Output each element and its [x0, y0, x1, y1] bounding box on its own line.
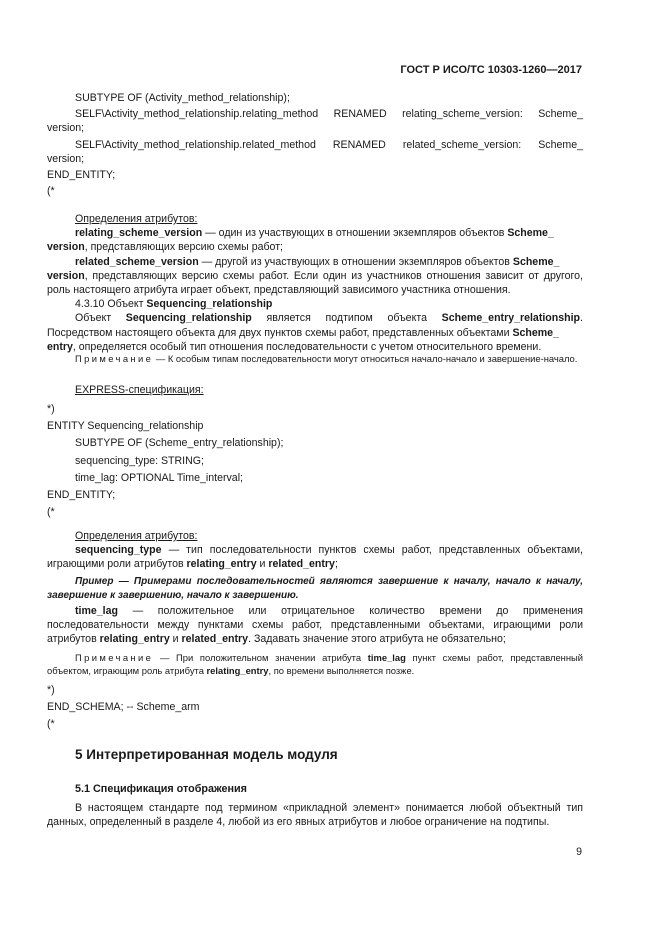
section-paragraph: Объект Sequencing_relationship является подтипом объекта Scheme_entry_relationship. Посредством настоящего объекта для двух пунктов схемы работ, представленных объектами Scheme_ entry, определяется особый тип отношения последовательности с учетом относительного времени.: [47, 312, 583, 353]
code-line: [47, 138, 583, 152]
code-token: related_scheme_version:: [402, 138, 522, 151]
code-block-2: [47, 402, 583, 519]
attr-definition: related_scheme_version — другой из участвующих в отношении экземпляров объектов Scheme_ version, представляющих версию схемы работ. Если один из участников отношения зависит от другого, роль настоящего атрибута играет объект, представляющий зависимого участника отношения.: [47, 255, 583, 297]
section-5-title: 5 Интерпретированная модель модуля: [75, 747, 338, 762]
code-token: RENAMED: [332, 138, 386, 151]
code-line: END_ENTITY;: [47, 489, 116, 502]
code-token: Scheme_: [538, 138, 583, 151]
code-line: version;: [47, 122, 85, 135]
code-token: RENAMED: [333, 108, 387, 121]
code-line: (*: [47, 506, 55, 519]
code-token: Scheme_: [538, 108, 583, 121]
attr-heading: Определения атрибутов:: [75, 530, 198, 542]
attr-heading: Определения атрибутов:: [75, 213, 198, 225]
code-token: SELF\Activity_method_relationship.related_method: [75, 138, 316, 151]
code-line: *): [47, 403, 55, 415]
document-header: ГОСТ Р ИСО/ТС 10303-1260—2017: [400, 64, 582, 76]
code-line: END_SCHEMA; -- Scheme_arm: [47, 701, 200, 714]
code-block-1: [47, 91, 583, 198]
code-line: version;: [47, 152, 85, 165]
section-5-1-title: 5.1 Спецификация отображения: [75, 783, 247, 795]
code-line: END_ENTITY;: [47, 169, 116, 182]
note-1: Примечание — К особым типам последовательности могут относиться начало-начало и завершение-начало.: [75, 353, 578, 364]
code-line: time_lag: OPTIONAL Time_interval;: [75, 471, 243, 484]
note-2: Примечание — При положительном значении атрибута time_lag пункт схемы работ, представленный объектом, играющим роль атрибута relating_entry, по времени выполняется позже.: [47, 652, 583, 676]
express-heading: EXPRESS-спецификация:: [75, 384, 204, 396]
page-number: 9: [576, 846, 582, 858]
code-line: (*: [47, 185, 55, 198]
code-line: SUBTYPE OF (Scheme_entry_relationship);: [75, 437, 284, 450]
code-line: sequencing_type: STRING;: [75, 454, 204, 467]
example-text: Пример — Примерами последовательностей являются завершение к началу, начало к началу, завершение к завершению, начало к завершению.: [47, 576, 583, 602]
code-line: SUBTYPE OF (Activity_method_relationship);: [75, 92, 290, 104]
attr-definition: sequencing_type — тип последовательности пунктов схемы работ, представленных объектами, играющими роли атрибутов relating_entry и related_entry;: [47, 544, 583, 571]
code-line: [47, 107, 583, 121]
attribute-definitions-2: [47, 529, 583, 572]
code-line: ENTITY Sequencing_relationship: [47, 420, 204, 433]
attribute-definitions-1: [47, 212, 583, 354]
section-5-1-paragraph: В настоящем стандарте под термином «прикладной элемент» понимается любой объектный тип данных, определенный в разделе 4, любой из его явных атрибутов и любое ограничение на подтипы.: [47, 802, 583, 829]
code-block-3: [47, 683, 583, 732]
code-line: *): [47, 684, 55, 696]
code-token: SELF\Activity_method_relationship.relating_method: [75, 108, 319, 121]
attr-definition: relating_scheme_version — один из участвующих в отношении экземпляров объектов Scheme_ version, представляющих версию схемы работ;: [47, 227, 554, 254]
code-line: (*: [47, 718, 55, 731]
code-token: relating_scheme_version:: [402, 108, 523, 121]
attr-definition-time-lag: time_lag — положительное или отрицательное количество времени до применения последовательности между пунктами схемы работ, представленными объектами, играющими роли атрибутов relating_entry и related_entry. Задавать значение этого атрибута не обязательно;: [47, 605, 583, 646]
section-heading-4-3-10: 4.3.10 Объект Sequencing_relationship: [75, 298, 273, 311]
